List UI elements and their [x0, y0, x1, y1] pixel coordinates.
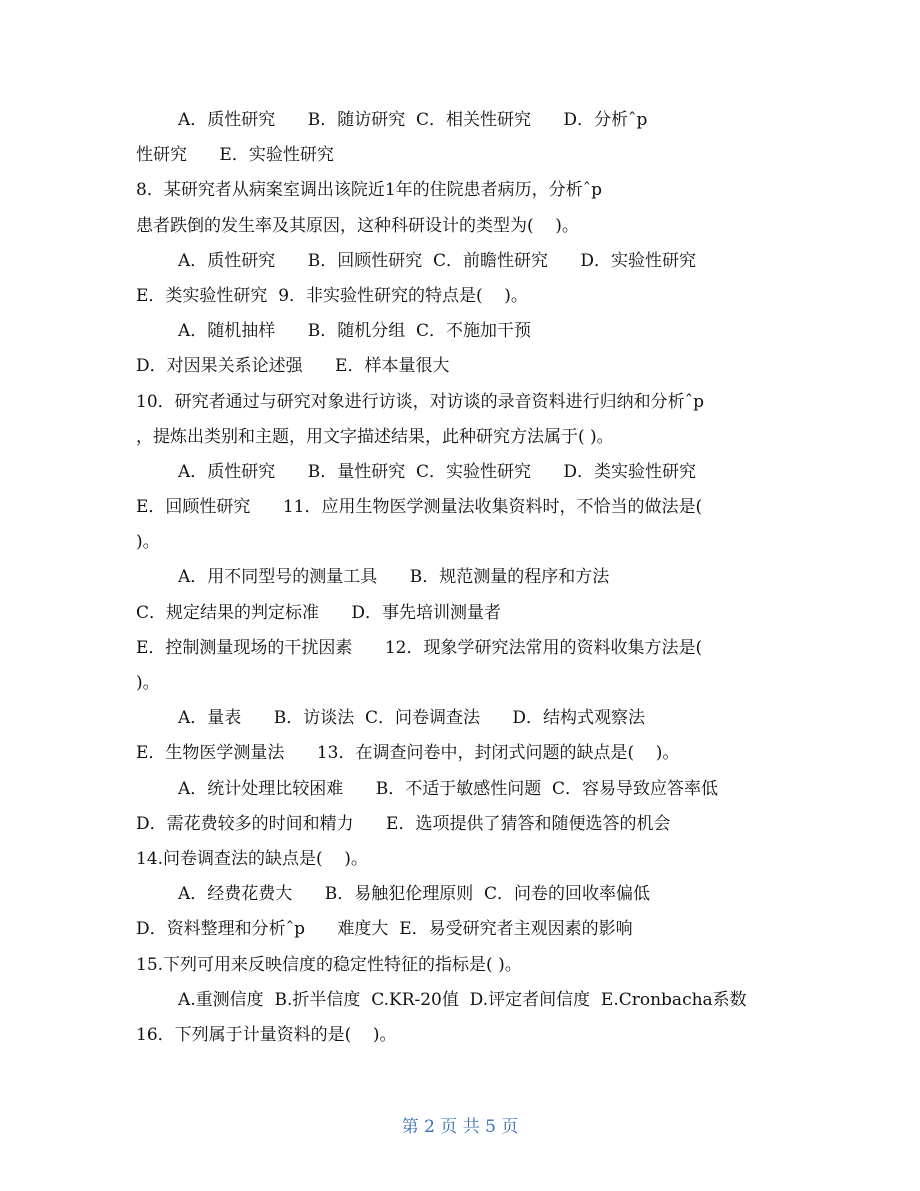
text-line: 性研究 E．实验性研究	[136, 145, 334, 166]
text-line: )。	[136, 673, 160, 693]
text-line: A．质性研究 B．量性研究 C．实验性研究 D．类实验性研究	[178, 461, 697, 482]
text-line: A．质性研究 B．随访研究 C．相关性研究 D．分析ˆp	[178, 110, 648, 130]
page-number-footer: 第 2 页 共 5 页	[401, 1117, 519, 1137]
text-line: D．需花费较多的时间和精力 E．选项提供了猜答和随便选答的机会	[136, 813, 671, 834]
text-line: )。	[136, 532, 160, 553]
text-line: 16．下列属于计量资料的是( )。	[136, 1024, 397, 1045]
text-line: A．统计处理比较困难 B．不适于敏感性问题 C．容易导致应答率低	[178, 778, 719, 799]
text-line: 15.下列可用来反映信度的稳定性特征的指标是( )。	[136, 954, 522, 975]
text-line: A．用不同型号的测量工具 B．规范测量的程序和方法	[178, 567, 610, 588]
text-line: ，提炼出类别和主题，用文字描述结果，此种研究方法属于( )。	[136, 426, 614, 447]
text-line: A.重测信度 B.折半信度 C.KR-20值 D.评定者间信度 E.Cronbacha系数	[178, 989, 747, 1010]
text-line: E．控制测量现场的干扰因素 12．现象学研究法常用的资料收集方法是(	[136, 637, 703, 658]
text-line: A．随机抽样 B．随机分组 C．不施加干预	[178, 321, 532, 342]
text-line: 14.问卷调查法的缺点是( )。	[136, 848, 368, 869]
text-line: E．回顾性研究 11．应用生物医学测量法收集资料时，不恰当的做法是(	[136, 497, 703, 518]
text-line: A．经费花费大 B．易触犯伦理原则 C．问卷的回收率偏低	[178, 884, 651, 905]
text-line: C．规定结果的判定标准 D．事先培训测量者	[136, 602, 502, 623]
text-line: D．对因果关系论述强 E．样本量很大	[136, 356, 450, 377]
text-line: 8．某研究者从病案室调出该院近1年的住院患者病历，分析ˆp	[136, 180, 603, 201]
text-line: E．生物医学测量法 13．在调查问卷中，封闭式问题的缺点是( )。	[136, 743, 680, 764]
document-body	[0, 103, 920, 1053]
text-line: A．量表 B．访谈法 C．问卷调查法 D．结构式观察法	[178, 708, 646, 729]
text-line: E．类实验性研究 9．非实验性研究的特点是( )。	[136, 285, 528, 306]
text-line: 患者跌倒的发生率及其原因，这种科研设计的类型为( )。	[136, 215, 579, 236]
text-line: D．资料整理和分析ˆp 难度大 E．易受研究者主观因素的影响	[136, 919, 633, 940]
text-line: A．质性研究 B．回顾性研究 C．前瞻性研究 D．实验性研究	[178, 250, 697, 271]
text-line: 10．研究者通过与研究对象进行访谈，对访谈的录音资料进行归纳和分析ˆp	[136, 391, 705, 412]
